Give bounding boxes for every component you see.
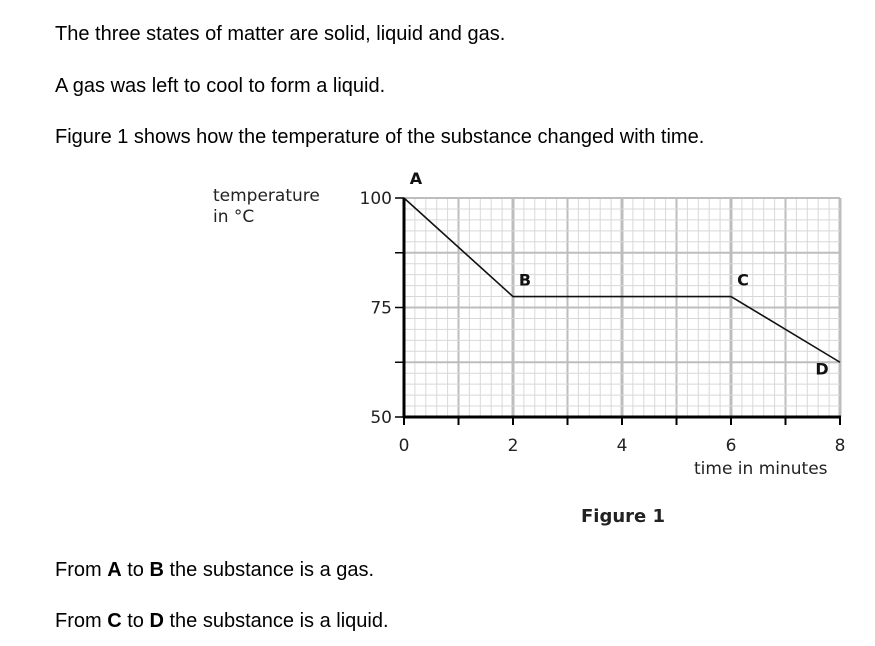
y-axis-label-line1: temperature: [213, 186, 320, 206]
figure-intro-text: Figure 1 shows how the temperature of the substance changed with time.: [55, 126, 705, 148]
ab-statement: [55, 559, 374, 582]
y-tick-label: 75: [370, 298, 392, 319]
cd-d: D: [149, 610, 164, 632]
x-tick-label: 2: [507, 436, 519, 456]
cd-post: the substance is a liquid.: [163, 610, 389, 632]
y-tick-label: 100: [359, 189, 392, 209]
ab-mid: to: [121, 559, 150, 581]
intro-text: The three states of matter are solid, liquid and gas.: [55, 23, 506, 45]
x-axis-label: time in minutes: [694, 459, 828, 479]
ab-a: A: [107, 559, 122, 581]
point-label-A: A: [409, 169, 423, 188]
cd-pre: From: [55, 610, 108, 632]
x-tick-label: 6: [725, 436, 737, 456]
y-axis-label-line2: in °C: [213, 207, 255, 227]
cd-mid: to: [121, 610, 150, 632]
x-tick-label: 8: [834, 436, 846, 456]
ab-pre: From: [55, 559, 108, 581]
x-tick-label: 4: [616, 436, 628, 456]
x-tick-label: 0: [398, 436, 410, 456]
ab-post: the substance is a gas.: [163, 559, 375, 581]
point-label-C: C: [737, 270, 749, 290]
y-tick-label: 50: [370, 408, 392, 428]
figure-caption: Figure 1: [581, 506, 666, 527]
cooling-text: A gas was left to cool to form a liquid.: [55, 75, 386, 97]
cd-statement: [55, 610, 389, 633]
cd-c: C: [107, 610, 122, 632]
point-label-D: D: [815, 359, 829, 379]
ab-b: B: [149, 559, 164, 581]
point-label-B: B: [518, 270, 532, 290]
